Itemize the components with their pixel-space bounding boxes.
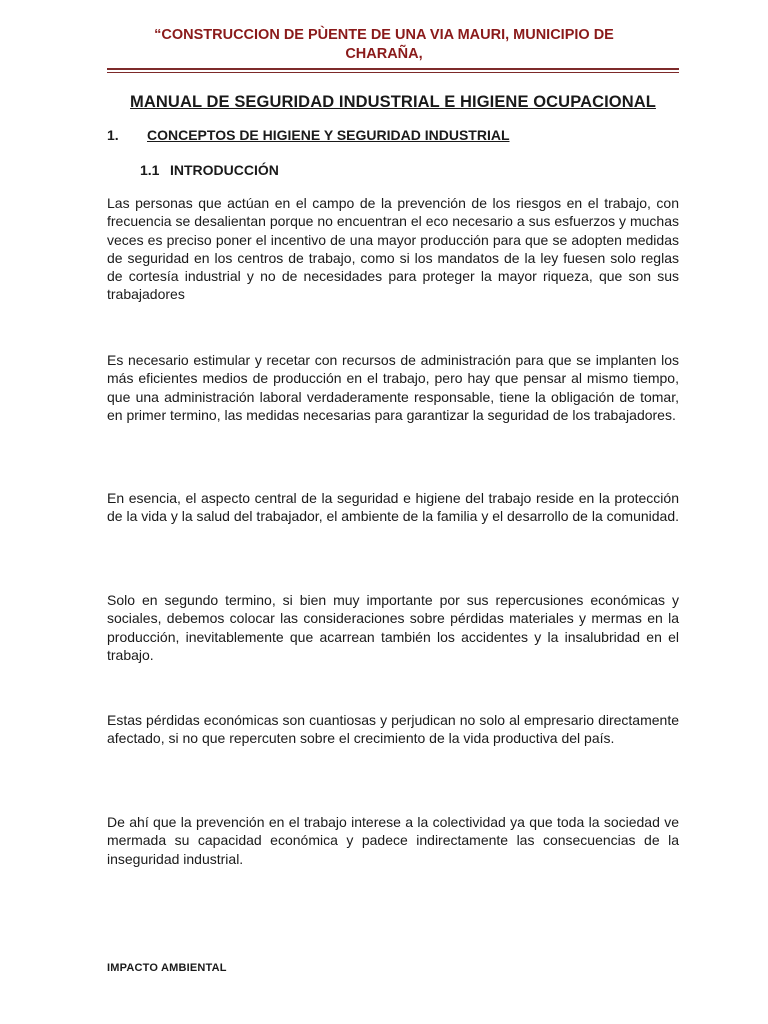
footer-label: IMPACTO AMBIENTAL <box>107 962 227 974</box>
section-number: 1. <box>107 127 119 143</box>
document-title: MANUAL DE SEGURIDAD INDUSTRIAL E HIGIENE OCUPACIONAL <box>130 93 656 111</box>
paragraph-3: En esencia, el aspecto central de la seguridad e higiene del trabajo reside en la protección de la vida y la salud del trabajador, el ambiente de la familia y el desarrollo de la comunidad. <box>107 490 680 525</box>
section-label: CONCEPTOS DE HIGIENE Y SEGURIDAD INDUSTRIAL <box>147 127 510 143</box>
subsection-number: 1.1 <box>140 162 160 178</box>
subsection-heading <box>140 162 279 178</box>
paragraph-5: Estas pérdidas económicas son cuantiosas y perjudican no solo al empresario directamente afectado, si no que repercuten sobre el crecimiento de la vida productiva del país. <box>107 712 679 747</box>
paragraph-2: Es necesario estimular y recetar con recursos de administración para que se implanten los más eficientes medios de producción en el trabajo, pero hay que pensar al mismo tiempo, que una administración laboral verdaderamente responsable, tiene la obligación de tomar, en primer termino, las medidas necesarias para garantizar la seguridad de los trabajadores. <box>107 352 679 423</box>
paragraph-6: De ahí que la prevención en el trabajo interese a la colectividad ya que toda la sociedad ve mermada su capacidad económica y padece indirectamente las consecuencias de la inseguridad industrial. <box>107 814 679 867</box>
project-header-title: “CONSTRUCCION DE PÙENTE DE UNA VIA MAURI, MUNICIPIO DE CHARAÑA, <box>154 27 614 62</box>
section-heading <box>107 127 510 143</box>
header-divider-thick <box>107 68 679 70</box>
paragraph-1: Las personas que actúan en el campo de la prevención de los riesgos en el trabajo, con frecuencia se desalientan porque no encuentran el eco necesario a sus esfuerzos y muchas veces es preciso poner el incentivo de una mayor producción para que se adopten medidas de seguridad en los centros de trabajo, como si los mandatos de la ley fuesen solo reglas de cortesía industrial y no de necesidades para proteger la mayor riqueza, que son sus trabajadores <box>107 195 679 303</box>
header-divider-thin <box>107 72 679 73</box>
paragraph-4: Solo en segundo termino, si bien muy importante por sus repercusiones económicas y sociales, debemos colocar las consideraciones sobre pérdidas materiales y mermas en la producción, inevitablemente que acarrean también los accidentes y la insalubridad en el trabajo. <box>107 592 679 663</box>
subsection-label: INTRODUCCIÓN <box>170 162 279 178</box>
